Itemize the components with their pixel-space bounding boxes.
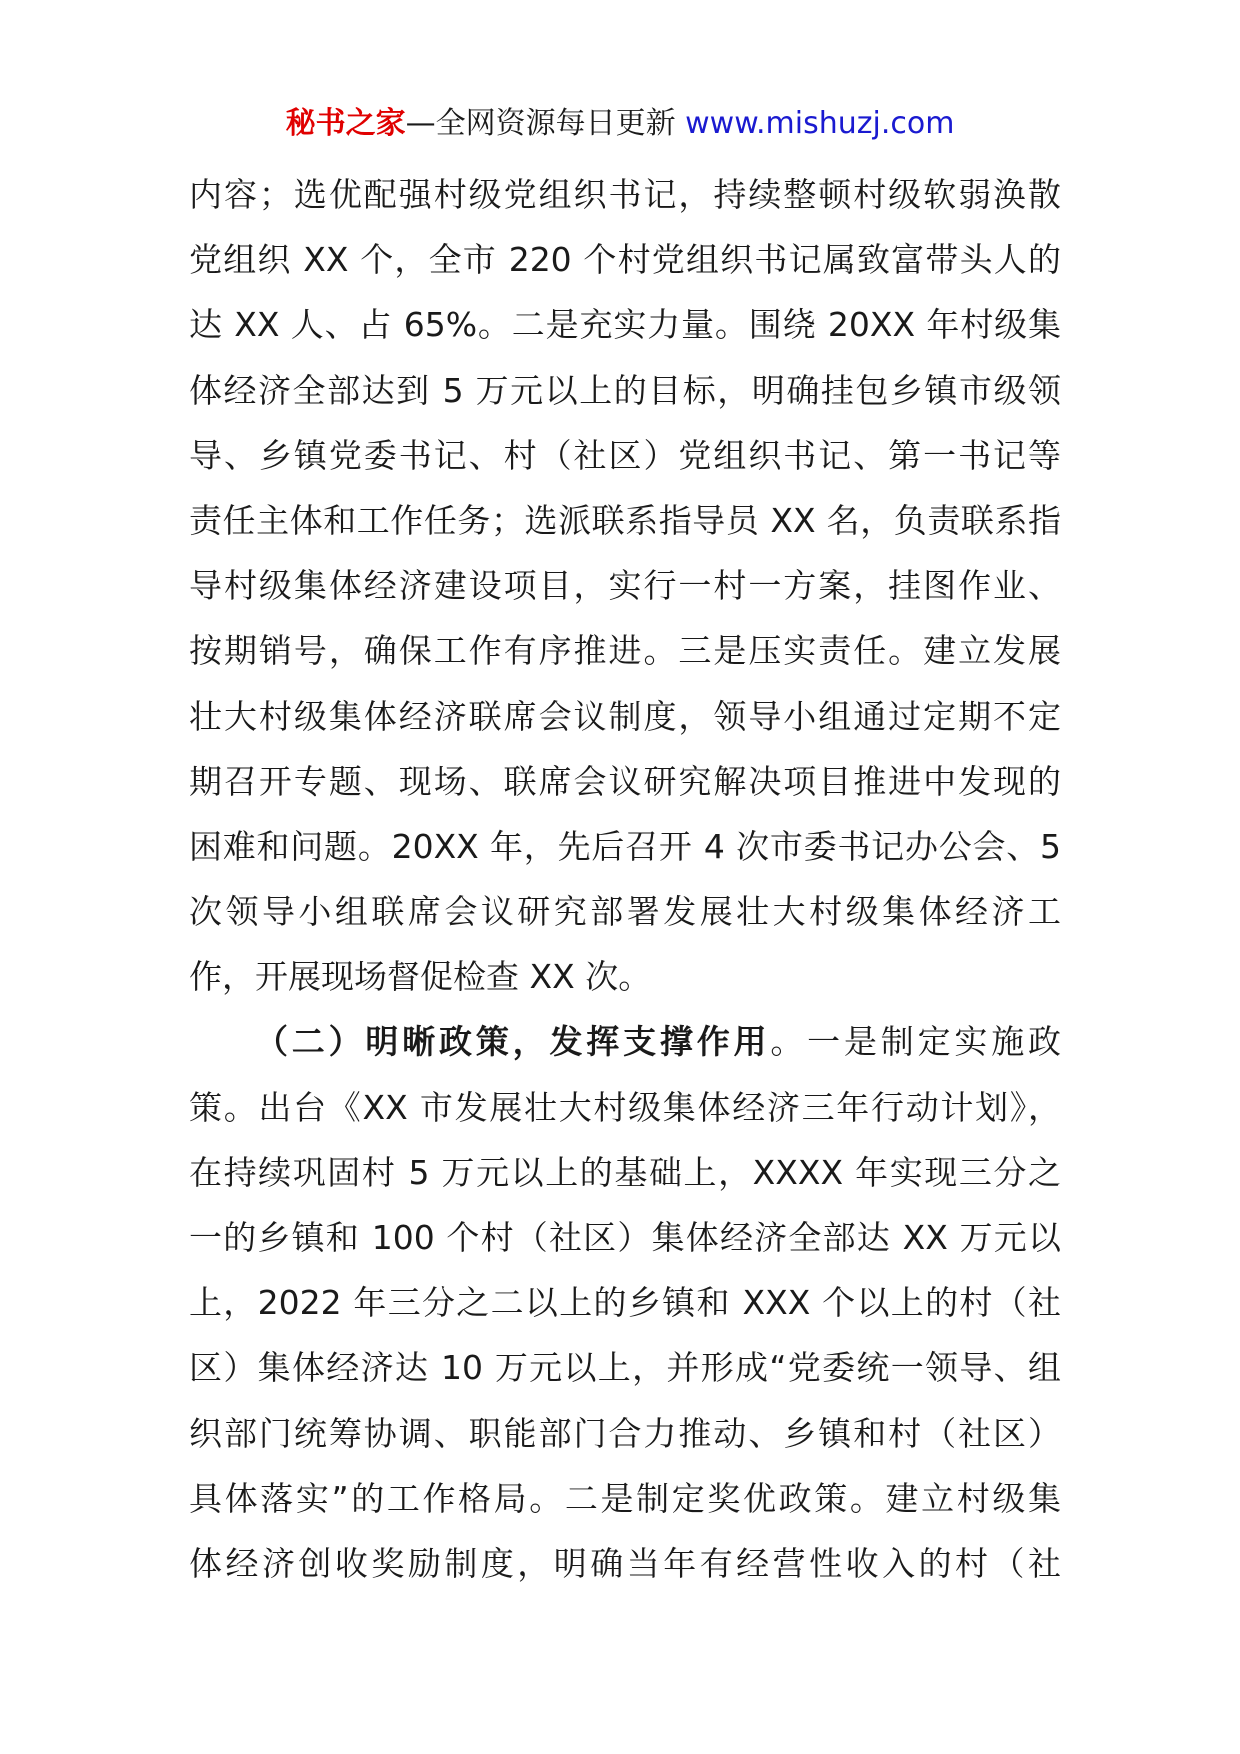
section-heading-line bbox=[189, 1009, 1061, 1074]
body-text bbox=[189, 162, 1061, 1596]
header-slogan: —全网资源每日更新 bbox=[405, 106, 676, 141]
paragraph-line: 按期销号，确保工作有序推进。三是压实责任。建立发展 bbox=[189, 631, 1061, 671]
paragraph-line: 导村级集体经济建设项目，实行一村一方案，挂图作业、 bbox=[189, 566, 1061, 606]
paragraph-line: 具体落实”的工作格局。二是制定奖优政策。建立村级集 bbox=[189, 1478, 1061, 1518]
brand-name: 秘书之家 bbox=[285, 106, 406, 141]
paragraph-line: 作，开展现场督促检查 XX 次。 bbox=[189, 957, 652, 997]
paragraph-line: 达 XX 人、占 65%。二是充实力量。围绕 20XX 年村级集 bbox=[189, 305, 1061, 345]
section-heading: （二）明晰政策，发挥支撑作用 bbox=[255, 1022, 771, 1062]
paragraph-line: 区）集体经济达 10 万元以上，并形成“党委统一领导、组 bbox=[189, 1348, 1061, 1388]
paragraph-line: 上，2022 年三分之二以上的乡镇和 XXX 个以上的村（社 bbox=[189, 1283, 1061, 1323]
paragraph-line: 困难和问题。20XX 年，先后召开 4 次市委书记办公会、5 bbox=[189, 826, 1061, 866]
paragraph-line: 内容；选优配强村级党组织书记，持续整顿村级软弱涣散 bbox=[189, 175, 1061, 214]
paragraph-line: 一的乡镇和 100 个村（社区）集体经济全部达 XX 万元以 bbox=[189, 1218, 1061, 1257]
site-url-link[interactable]: www.mishuzj.com bbox=[685, 106, 955, 141]
page-header bbox=[0, 102, 1240, 146]
paragraph-line: 责任主体和工作任务；选派联系指导员 XX 名，负责联系指 bbox=[189, 500, 1061, 540]
section-first-line-text: 。一是制定实施政 bbox=[770, 1022, 1062, 1062]
paragraph-line: 策。出台《XX 市发展壮大村级集体经济三年行动计划》， bbox=[189, 1087, 1061, 1127]
paragraph-line: 体经济创收奖励制度，明确当年有经营性收入的村（社 bbox=[189, 1543, 1061, 1583]
paragraph-line: 导、乡镇党委书记、村（社区）党组织书记、第一书记等 bbox=[189, 435, 1061, 475]
paragraph-line: 织部门统筹协调、职能部门合力推动、乡镇和村（社区） bbox=[189, 1413, 1061, 1453]
paragraph-line: 党组织 XX 个，全市 220 个村党组织书记属致富带头人的 bbox=[189, 240, 1061, 280]
paragraph-line: 壮大村级集体经济联席会议制度，领导小组通过定期不定 bbox=[189, 696, 1061, 736]
paragraph-line: 在持续巩固村 5 万元以上的基础上，XXXX 年实现三分之 bbox=[189, 1152, 1061, 1192]
paragraph-line: 体经济全部达到 5 万元以上的目标，明确挂包乡镇市级领 bbox=[189, 370, 1061, 410]
paragraph-line: 次领导小组联席会议研究部署发展壮大村级集体经济工 bbox=[189, 892, 1061, 932]
paragraph-line: 期召开专题、现场、联席会议研究解决项目推进中发现的 bbox=[189, 761, 1061, 801]
